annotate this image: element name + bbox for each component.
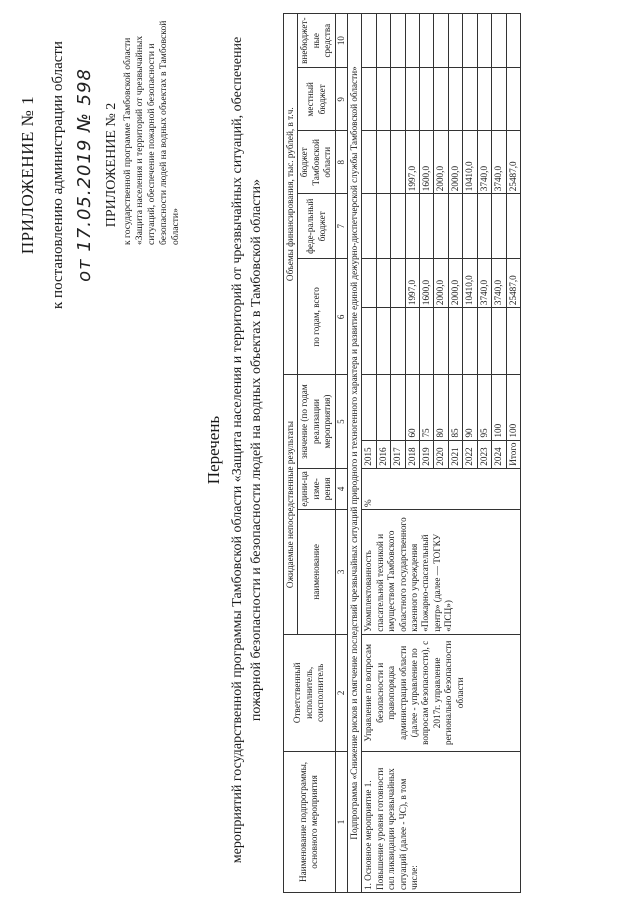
empty-cell (477, 308, 491, 375)
appendix2-text: к государственной программе Тамбовской области «Защита населения и территорий от чрезвычайных ситуаций, обеспечение пожарной безопасности и безопасности людей на водных объектах в Тамбовской области» (122, 20, 181, 245)
year-cell: 2020 (434, 440, 448, 468)
table-row (362, 14, 376, 893)
program-table (283, 13, 521, 893)
unit-cell: % (362, 468, 520, 509)
total-cell: 10410,0 (463, 259, 477, 308)
local-cell (434, 68, 448, 131)
value-cell: 100 (492, 375, 506, 440)
empty-cell (434, 308, 448, 375)
column-number: 8 (335, 131, 347, 194)
column-number: 1 (335, 751, 347, 892)
appendix1-subtitle: к постановлению администрации области (50, 41, 66, 309)
local-cell (448, 68, 462, 131)
empty-cell (376, 308, 390, 375)
extrabudgetary-cell (477, 14, 491, 68)
header-unit: едини-ца изме-рения (298, 468, 335, 509)
value-cell (362, 375, 376, 440)
subprogram-title: Подпрограмма «Снижение рисков и смягчение последствий чрезвычайных ситуаций природного и техногенного характера и развитие единой дежурно-диспетчерской службы Тамбовской области» (348, 14, 362, 893)
extrabudgetary-cell (448, 14, 462, 68)
federal-cell (362, 194, 376, 259)
column-number: 2 (335, 634, 347, 751)
column-number: 7 (335, 194, 347, 259)
total-cell (376, 259, 390, 308)
federal-cell (492, 194, 506, 259)
header-extrabudgetary: внебюджет-ные средства (298, 14, 335, 68)
column-number: 5 (335, 375, 347, 468)
extrabudgetary-cell (492, 14, 506, 68)
extrabudgetary-cell (420, 14, 434, 68)
extrabudgetary-cell (405, 14, 419, 68)
year-cell: 2021 (448, 440, 462, 468)
federal-cell (463, 194, 477, 259)
federal-cell (405, 194, 419, 259)
regional-cell (391, 131, 405, 194)
value-cell: 60 (405, 375, 419, 440)
year-cell: 2016 (376, 440, 390, 468)
regional-cell: 2000,0 (434, 131, 448, 194)
federal-cell (477, 194, 491, 259)
value-cell: 85 (448, 375, 462, 440)
empty-cell (362, 308, 376, 375)
federal-cell (420, 194, 434, 259)
header-local-budget: местный бюджет (298, 68, 335, 131)
local-cell (506, 68, 520, 131)
header-funding: Объемы финансирования, тыс. рублей, в т.ч. (284, 14, 298, 375)
local-cell (463, 68, 477, 131)
empty-cell (448, 308, 462, 375)
header-total-by-year: по годам, всего (298, 259, 335, 375)
empty-cell (405, 308, 419, 375)
local-cell (391, 68, 405, 131)
regional-cell (376, 131, 390, 194)
total-cell: 3740,0 (477, 259, 491, 308)
document-heading (204, 15, 266, 885)
value-cell (391, 375, 405, 440)
header-value-by-year: значение (по годам реализации мероприятия) (298, 375, 335, 468)
regional-cell: 1997,0 (405, 131, 419, 194)
extrabudgetary-cell (391, 14, 405, 68)
regional-cell: 1600,0 (420, 131, 434, 194)
federal-cell (434, 194, 448, 259)
total-cell: 3740,0 (492, 259, 506, 308)
regional-cell: 3740,0 (492, 131, 506, 194)
appendix2-title: ПРИЛОЖЕНИЕ № 2 (104, 102, 119, 228)
column-number: 3 (335, 509, 347, 634)
appendix1-date-handwritten: от 17.05.2019 № 598 (74, 68, 95, 282)
federal-cell (448, 194, 462, 259)
year-cell: 2023 (477, 440, 491, 468)
federal-cell (376, 194, 390, 259)
extrabudgetary-cell (463, 14, 477, 68)
value-cell: 100 (506, 375, 520, 440)
measure-name: 1. Основное мероприятие 1. Повышение уровня готовности сил ликвидации чрезвычайных ситуаций (далее - ЧС), в том числе: (362, 751, 520, 892)
local-cell (405, 68, 419, 131)
total-cell: 25487,0 (506, 259, 520, 308)
value-cell: 75 (420, 375, 434, 440)
total-cell: 1997,0 (405, 259, 419, 308)
value-cell: 95 (477, 375, 491, 440)
value-cell (376, 375, 390, 440)
empty-cell (506, 308, 520, 375)
header-expected-results: Ожидаемые непосредственные результаты (284, 375, 298, 634)
empty-cell (420, 308, 434, 375)
year-cell: 2019 (420, 440, 434, 468)
column-number: 9 (335, 68, 347, 131)
extrabudgetary-cell (434, 14, 448, 68)
federal-cell (391, 194, 405, 259)
empty-cell (391, 308, 405, 375)
regional-cell (362, 131, 376, 194)
empty-cell (463, 308, 477, 375)
result-name: Укомплектованность спасательной техникой и имуществом Тамбовского областного государственного казенного учреждения «Пожарно-спасательный центр» (далее — ТОГКУ «ПСЦ») (362, 509, 520, 634)
extrabudgetary-cell (362, 14, 376, 68)
column-number: 6 (335, 259, 347, 375)
column-number: 4 (335, 468, 347, 509)
year-cell: 2018 (405, 440, 419, 468)
federal-cell (506, 194, 520, 259)
year-cell: 2015 (362, 440, 376, 468)
header-result-name: наименование (298, 509, 335, 634)
header-executor: Ответственный исполнитель, соисполнитель (284, 634, 336, 751)
extrabudgetary-cell (376, 14, 390, 68)
total-cell (362, 259, 376, 308)
local-cell (477, 68, 491, 131)
appendix1-title: ПРИЛОЖЕНИЕ № 1 (18, 95, 37, 255)
heading-description: мероприятий государственной программы Тамбовской области «Защита населения и территорий от чрезвычайных ситуаций, обеспечение пожарной безопасности и безопасности людей на водных объектах в Тамбовской области» (230, 36, 264, 864)
header-regional-budget: бюджет Тамбовской области (298, 131, 335, 194)
year-cell: 2017 (391, 440, 405, 468)
total-cell (391, 259, 405, 308)
year-cell: 2024 (492, 440, 506, 468)
total-cell: 1600,0 (420, 259, 434, 308)
year-cell: Итого (506, 440, 520, 468)
local-cell (492, 68, 506, 131)
regional-cell: 25487,0 (506, 131, 520, 194)
regional-cell: 3740,0 (477, 131, 491, 194)
column-number: 10 (335, 14, 347, 68)
total-cell: 2000,0 (448, 259, 462, 308)
local-cell (362, 68, 376, 131)
local-cell (376, 68, 390, 131)
heading-title: Перечень (204, 415, 223, 485)
local-cell (420, 68, 434, 131)
header-federal-budget: феде-ральный бюджет (298, 194, 335, 259)
value-cell: 90 (463, 375, 477, 440)
regional-cell: 2000,0 (448, 131, 462, 194)
total-cell: 2000,0 (434, 259, 448, 308)
executor-cell: Управление по вопросам безопасности и правопорядка администрации области (далее - управление по вопросам безопасности), с 2017г. управление регионально безопасности области (362, 634, 520, 751)
header-subprogram-name: Наименование подпрограммы, основного мероприятия (284, 751, 336, 892)
extrabudgetary-cell (506, 14, 520, 68)
value-cell: 80 (434, 375, 448, 440)
empty-cell (492, 308, 506, 375)
year-cell: 2022 (463, 440, 477, 468)
regional-cell: 10410,0 (463, 131, 477, 194)
